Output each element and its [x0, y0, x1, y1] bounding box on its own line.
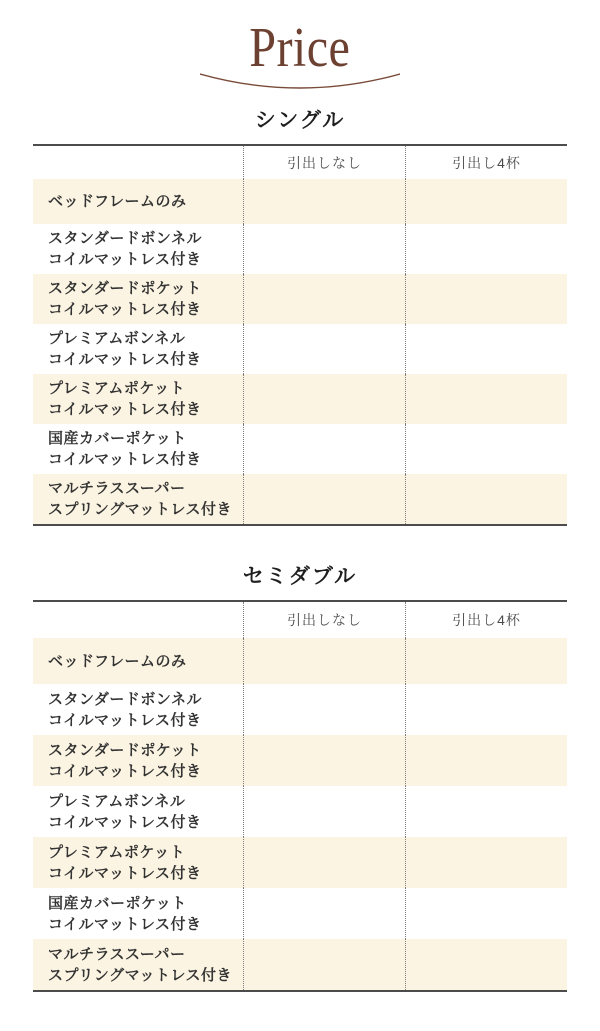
- price-page: [0, 17, 600, 1031]
- price-cell: [243, 274, 405, 324]
- row-label-cell: [33, 786, 243, 837]
- price-cell: [405, 224, 567, 274]
- row-label-line: コイルマットレス付き: [48, 864, 202, 882]
- price-cell: [243, 735, 405, 786]
- section-single: [0, 106, 600, 526]
- header-spacer-cell: [33, 602, 243, 638]
- row-label-cell: [33, 224, 243, 274]
- price-table-single: [33, 144, 567, 526]
- row-label-line: プレミアムポケット: [48, 380, 186, 397]
- row-label-cell: [33, 274, 243, 324]
- price-cell: [405, 638, 567, 684]
- section-title-semidouble: セミダブル: [242, 565, 358, 588]
- row-label-cell: [33, 324, 243, 374]
- column-header-1: 引出しなし: [243, 146, 405, 179]
- row-label-line: コイルマットレス付き: [48, 301, 202, 318]
- price-cell: [405, 179, 567, 224]
- table-row: [33, 888, 567, 939]
- price-cell: [405, 888, 567, 939]
- price-table-semidouble: [33, 600, 567, 992]
- row-label-cell: [33, 684, 243, 735]
- price-cell: [243, 179, 405, 224]
- row-label-line: コイルマットレス付き: [48, 711, 202, 729]
- table-row: [33, 735, 567, 786]
- table-row: [33, 837, 567, 888]
- header-spacer-cell: [33, 146, 243, 179]
- row-label-line: マルチラススーパー: [48, 945, 186, 963]
- price-cell: [405, 837, 567, 888]
- table-header-row: [33, 602, 567, 638]
- table-row: [33, 684, 567, 735]
- row-label-cell: [33, 179, 243, 224]
- row-label-line: 国産カバーポケット: [48, 894, 187, 912]
- row-label-cell: [33, 424, 243, 474]
- price-cell: [243, 224, 405, 274]
- price-cell: [243, 424, 405, 474]
- row-label-cell: [33, 735, 243, 786]
- brand-header: [0, 17, 600, 90]
- row-label-line: コイルマットレス付き: [48, 451, 202, 468]
- row-label-line: コイルマットレス付き: [48, 762, 202, 780]
- price-cell: [405, 735, 567, 786]
- row-label-line: プレミアムボンネル: [48, 330, 186, 347]
- price-cell: [243, 684, 405, 735]
- column-header-2: 引出し4杯: [405, 146, 567, 179]
- row-label-line: コイルマットレス付き: [48, 251, 202, 268]
- row-label-line: ベッドフレームのみ: [48, 652, 187, 670]
- table-row: [33, 786, 567, 837]
- row-label-line: スタンダードボンネル: [48, 690, 202, 708]
- row-label-line: コイルマットレス付き: [48, 915, 202, 933]
- column-header-1: 引出しなし: [243, 602, 405, 638]
- price-cell: [405, 939, 567, 990]
- row-label-line: コイルマットレス付き: [48, 401, 202, 418]
- price-cell: [243, 638, 405, 684]
- price-cell: [405, 374, 567, 424]
- row-label-cell: [33, 374, 243, 424]
- table-row: [33, 224, 567, 274]
- table-row: [33, 638, 567, 684]
- column-header-2: 引出し4杯: [405, 602, 567, 638]
- row-label-line: スプリングマットレス付き: [48, 501, 233, 518]
- table-row: [33, 939, 567, 990]
- price-cell: [243, 374, 405, 424]
- price-cell: [405, 424, 567, 474]
- row-label-cell: [33, 888, 243, 939]
- row-label-cell: [33, 939, 243, 990]
- row-label-line: 国産カバーポケット: [48, 430, 187, 447]
- table-row: [33, 474, 567, 524]
- row-label-cell: [33, 638, 243, 684]
- row-label-line: スプリングマットレス付き: [48, 966, 233, 984]
- table-row: [33, 324, 567, 374]
- price-cell: [243, 939, 405, 990]
- price-cell: [405, 274, 567, 324]
- table-row: [33, 374, 567, 424]
- section-title-single: シングル: [254, 109, 346, 132]
- table-header-row: [33, 146, 567, 179]
- row-label-line: スタンダードボンネル: [48, 230, 202, 247]
- row-label-line: コイルマットレス付き: [48, 351, 202, 368]
- price-cell: [405, 786, 567, 837]
- row-label-line: スタンダードポケット: [48, 741, 202, 759]
- price-logo-text: Price: [249, 17, 351, 79]
- table-row: [33, 274, 567, 324]
- price-cell: [243, 786, 405, 837]
- row-label-line: プレミアムポケット: [48, 843, 186, 861]
- row-label-line: マルチラススーパー: [48, 480, 186, 497]
- price-cell: [243, 324, 405, 374]
- table-row: [33, 424, 567, 474]
- price-cell: [405, 324, 567, 374]
- price-cell: [243, 837, 405, 888]
- row-label-line: コイルマットレス付き: [48, 813, 202, 831]
- row-label-line: スタンダードポケット: [48, 280, 202, 297]
- price-cell: [243, 474, 405, 524]
- price-cell: [405, 684, 567, 735]
- row-label-cell: [33, 837, 243, 888]
- price-cell: [243, 888, 405, 939]
- price-cell: [405, 474, 567, 524]
- row-label-line: ベッドフレームのみ: [48, 193, 187, 210]
- table-row: [33, 179, 567, 224]
- row-label-cell: [33, 474, 243, 524]
- section-semidouble: [0, 562, 600, 992]
- row-label-line: プレミアムボンネル: [48, 792, 186, 810]
